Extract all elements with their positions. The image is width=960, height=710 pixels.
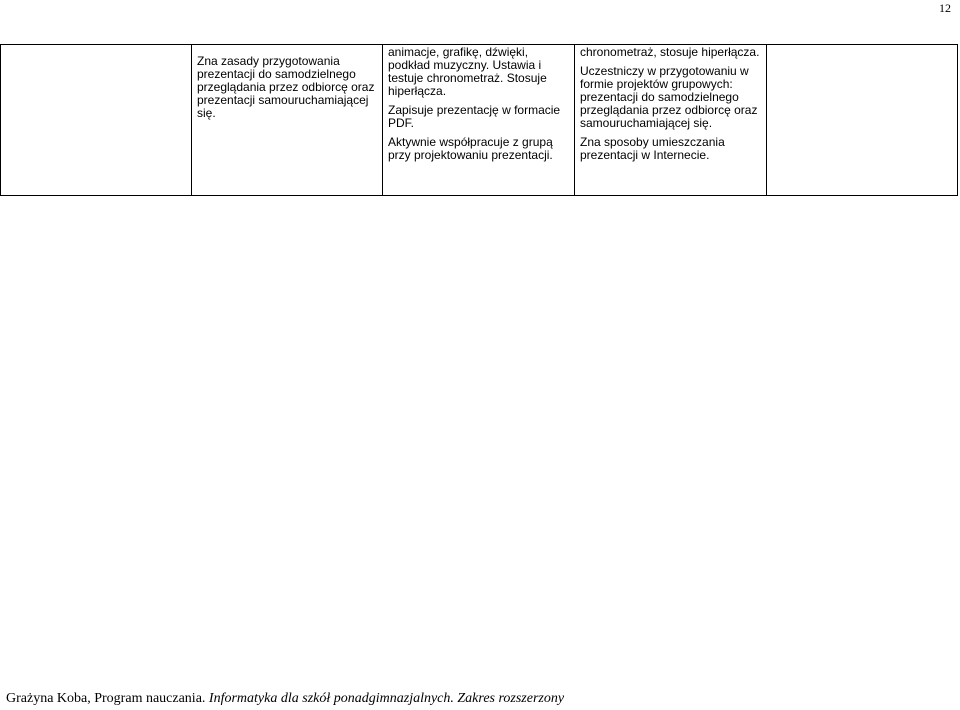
table-cell-empty-right bbox=[767, 45, 958, 196]
table-cell-requirements-2 bbox=[383, 45, 575, 196]
cell-paragraph: Zna sposoby umieszczania prezentacji w Internecie. bbox=[580, 135, 725, 162]
cell-paragraph: Zapisuje prezentację w formacie PDF. bbox=[388, 103, 561, 130]
table-cell-empty-left bbox=[1, 45, 192, 196]
footer-title: Informatyka dla szkół ponadgimnazjalnych. Zakres rozszerzony bbox=[208, 691, 565, 706]
page-footer bbox=[6, 691, 564, 707]
table-cell-requirements-1 bbox=[192, 45, 383, 196]
page-number: 12 bbox=[939, 1, 951, 15]
curriculum-table bbox=[0, 44, 958, 196]
table-row bbox=[1, 45, 958, 196]
cell-paragraph: Uczestniczy w przygotowaniu w formie projektów grupowych: prezentacji do samodzielnego przeglądania przez odbiorcę oraz samouruchamiającej się. bbox=[580, 64, 758, 130]
table-cell-requirements-3 bbox=[575, 45, 767, 196]
cell-paragraph: Aktywnie współpracuje z grupą przy projektowaniu prezentacji. bbox=[388, 135, 553, 162]
cell-paragraph: chronometraż, stosuje hiperłącza. bbox=[580, 45, 760, 59]
cell-paragraph: Zna zasady przygotowania prezentacji do samodzielnego przeglądania przez odbiorcę oraz prezentacji samouruchamiającej się. bbox=[197, 54, 375, 120]
cell-paragraph: animacje, grafikę, dźwięki, podkład muzyczny. Ustawia i testuje chronometraż. Stosuje hiperłącza. bbox=[388, 45, 547, 98]
footer-author: Grażyna Koba, Program nauczania. bbox=[6, 691, 206, 706]
